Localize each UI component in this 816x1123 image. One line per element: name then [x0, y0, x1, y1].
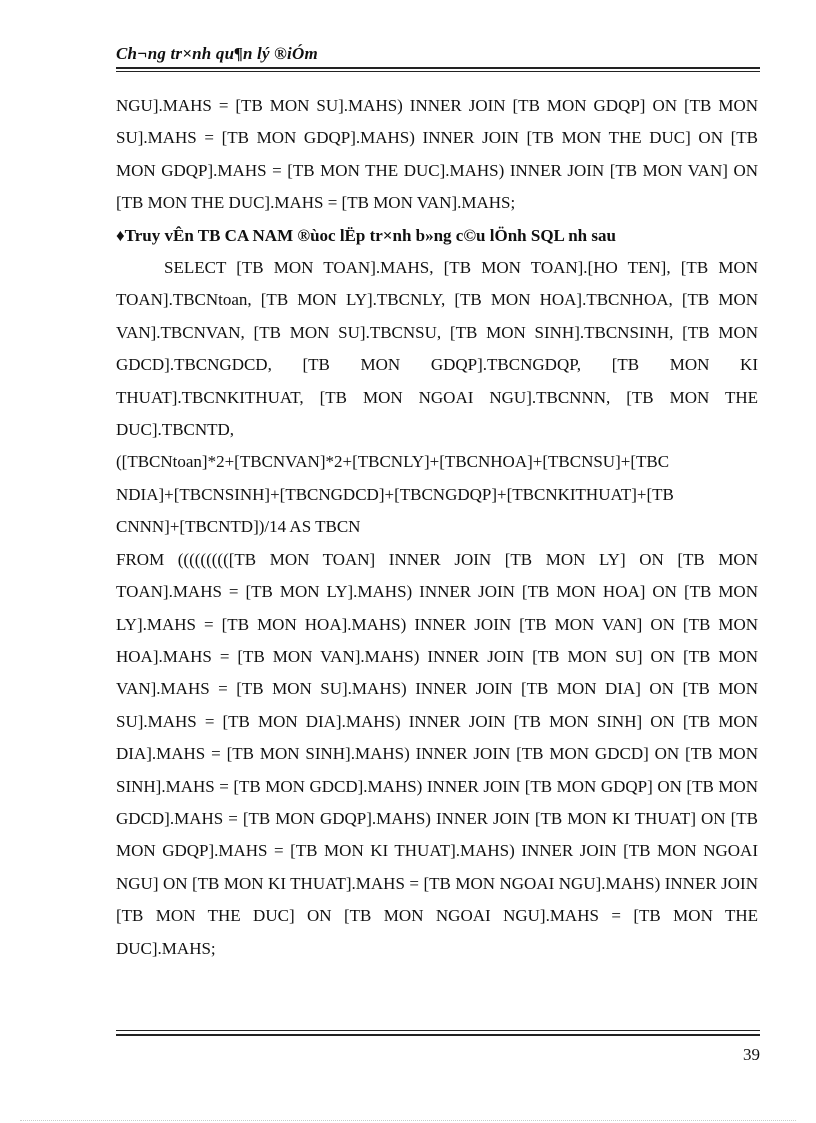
page-number: 39 — [743, 1045, 760, 1064]
section-heading: ♦Truy vÊn TB CA NAM ®ùoc lËp tr×nh b»ng c©u lÖnh SQL nh sau — [116, 225, 616, 245]
sql-select-paragraph: SELECT [TB MON TOAN].MAHS, [TB MON TOAN].[HO TEN], [TB MON TOAN].TBCNtoan, [TB MON LY].TBCNLY, [TB MON HOA].TBCNHOA, [TB MON VAN].TBCNVAN, [TB MON SU].TBCNSU, [TB MON SINH].TBCNSINH, [TB MON GDCD].TBCNGDCD, [TB MON GDQP].TBCNGDQP, [TB MON KI THUAT].TBCNKITHUAT, [TB MON NGOAI NGU].TBCNNN, [TB MON THE DUC].TBCNTD, — [116, 258, 758, 440]
running-header: Ch¬ng tr×nh qu¶n lý ®iÓm — [116, 44, 318, 63]
sql-formula-line: CNNN]+[TBCNTD])/14 AS TBCN — [116, 517, 361, 537]
sql-from-paragraph: FROM ((((((((([TB MON TOAN] INNER JOIN [TB MON LY] ON [TB MON TOAN].MAHS = [TB MON LY].MAHS) INNER JOIN [TB MON HOA] ON [TB MON LY].MAHS = [TB MON HOA].MAHS) INNER JOIN [TB MON VAN] ON [TB MON HOA].MAHS = [TB MON VAN].MAHS) INNER JOIN [TB MON SU] ON [TB MON VAN].MAHS = [TB MON SU].MAHS) INNER JOIN [TB MON DIA] ON [TB MON SU].MAHS = [TB MON DIA].MAHS) INNER JOIN [TB MON SINH] ON [TB MON DIA].MAHS = [TB MON SINH].MAHS) INNER JOIN [TB MON GDCD] ON [TB MON SINH].MAHS = [TB MON GDCD].MAHS) INNER JOIN [TB MON GDQP] ON [TB MON GDCD].MAHS = [TB MON GDQP].MAHS) INNER JOIN [TB MON KI THUAT] ON [TB MON GDQP].MAHS = [TB MON KI THUAT].MAHS) INNER JOIN [TB MON NGOAI NGU] ON [TB MON KI THUAT].MAHS = [TB MON NGOAI NGU].MAHS) INNER JOIN [TB MON THE DUC] ON [TB MON NGOAI NGU].MAHS = [TB MON THE DUC].MAHS; — [116, 549, 758, 958]
page-edge-divider — [20, 1120, 796, 1121]
footer-rule-thin — [116, 1030, 760, 1031]
body-text — [116, 90, 758, 965]
header-rule-thin — [116, 71, 760, 72]
sql-formula-line: NDIA]+[TBCNSINH]+[TBCNGDCD]+[TBCNGDQP]+[TBCNKITHUAT]+[TB — [116, 484, 674, 504]
footer-rule — [116, 1034, 760, 1036]
header-rule — [116, 67, 760, 69]
sql-continuation-paragraph: NGU].MAHS = [TB MON SU].MAHS) INNER JOIN [TB MON GDQP] ON [TB MON SU].MAHS = [TB MON GDQP].MAHS) INNER JOIN [TB MON THE DUC] ON [TB MON GDQP].MAHS = [TB MON THE DUC].MAHS) INNER JOIN [TB MON VAN] ON [TB MON THE DUC].MAHS = [TB MON VAN].MAHS; — [116, 96, 758, 213]
sql-formula-line: ([TBCNtoan]*2+[TBCNVAN]*2+[TBCNLY]+[TBCNHOA]+[TBCNSU]+[TBC — [116, 452, 670, 472]
